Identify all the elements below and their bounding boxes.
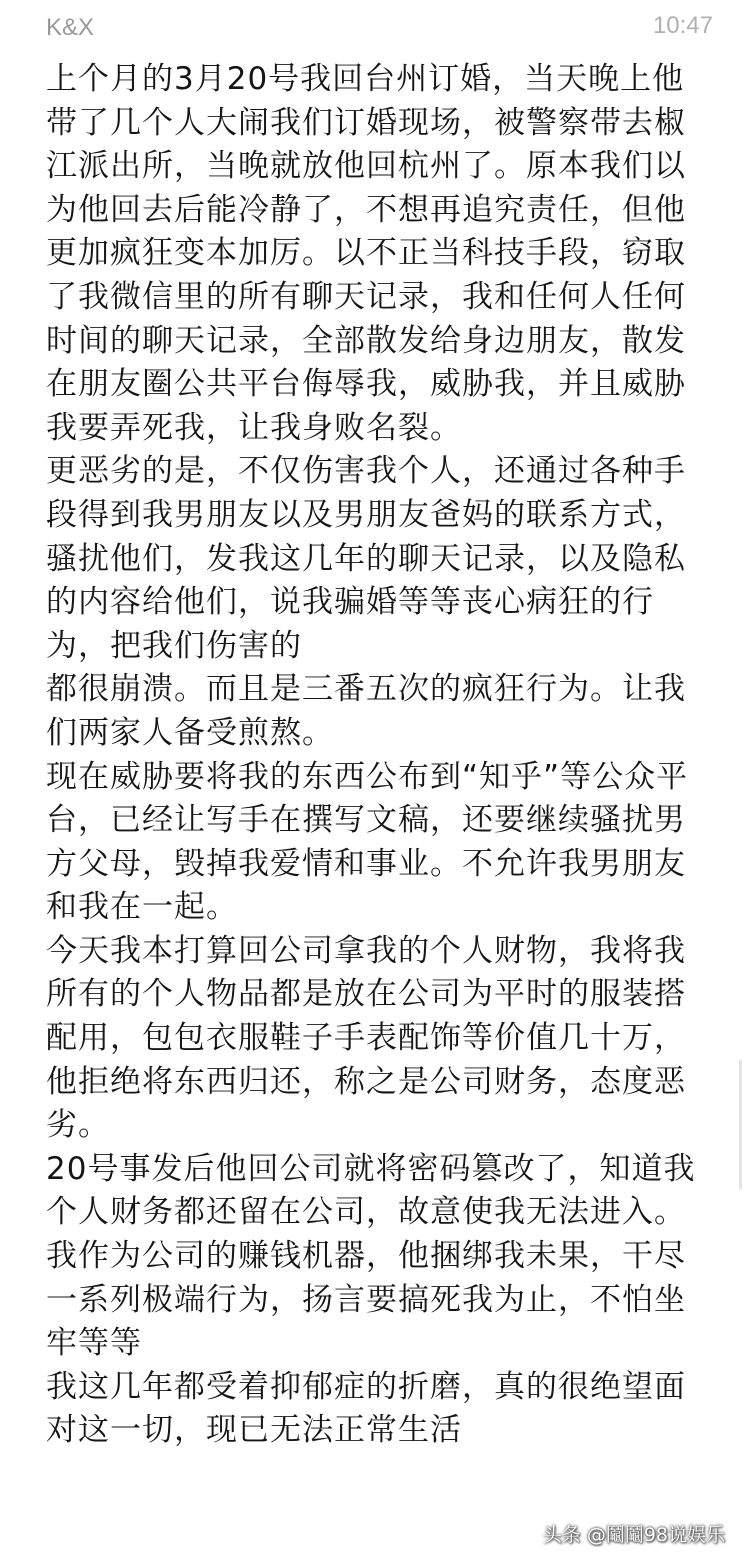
note-line: 了我微信里的所有聊天记录，我和任何人任何 [46,278,686,315]
note-line: 个人财务都还留在公司，故意使我无法进入。 [46,1194,686,1231]
note-line: 对这一切，现已无法正常生活 [46,1412,462,1449]
scrollbar[interactable] [739,1060,742,1190]
note-title: K&X [46,14,95,41]
watermark: 头条 @鬮鬮98说娱乐 [542,1524,725,1546]
note-line: 段得到我男朋友以及男朋友爸妈的联系方式， [46,496,686,533]
note-line: 所有的个人物品都是放在公司为平时的服装搭 [46,976,686,1013]
note-line: 我这几年都受着抑郁症的折磨，真的很绝望面 [46,1368,686,1405]
note-line: 江派出所，当晚就放他回杭州了。原本我们以 [46,148,686,185]
note-line: 们两家人备受煎熬。 [46,714,334,751]
note-line: 方父母，毁掉我爱情和事业。不允许我男朋友 [46,845,686,882]
note-line: 的内容给他们，说我骗婚等等丧心病狂的行 [46,584,654,621]
note-line: 更加疯狂变本加厉。以不正当科技手段，窃取 [46,235,686,272]
note-line: 今天我本打算回公司拿我的个人财物，我将我 [46,932,686,969]
note-line: 劣。 [46,1107,110,1144]
note-line: 我要弄死我，让我身败名裂。 [46,409,462,446]
note-line: 一系列极端行为，扬言要搞死我为止，不怕坐 [46,1281,686,1318]
note-line: 他拒绝将东西归还，称之是公司财务，态度恶 [46,1063,686,1100]
note-line: 20号事发后他回公司就将密码篡改了，知道我 [46,1150,696,1187]
note-line: 牢等等 [46,1325,142,1362]
note-line: 台，已经让写手在撰写文稿，还要继续骚扰男 [46,802,686,839]
status-time: 10:47 [652,12,713,39]
note-body[interactable] [46,58,714,1453]
note-line: 在朋友圈公共平台侮辱我，威胁我，并且威胁 [46,366,686,403]
note-line: 为他回去后能冷静了，不想再追究责任，但他 [46,191,686,228]
note-line: 现在威胁要将我的东西公布到“知乎”等公众平 [46,758,689,795]
note-line: 更恶劣的是，不仅伤害我个人，还通过各种手 [46,453,686,490]
note-line: 骚扰他们，发我这几年的聊天记录，以及隐私 [46,540,686,577]
note-line: 为，把我们伤害的 [46,627,302,664]
note-line: 和我在一起。 [46,889,238,926]
note-line: 上个月的3月20号我回台州订婚，当天晚上他 [46,61,685,97]
note-line: 我作为公司的赚钱机器，他捆绑我未果，干尽 [46,1238,686,1275]
note-line: 配用，包包衣服鞋子手表配饰等价值几十万， [46,1020,686,1057]
note-line: 带了几个人大闹我们订婚现场，被警察带去椒 [46,104,686,141]
note-line: 时间的聊天记录，全部散发给身边朋友，散发 [46,322,686,359]
note-header [0,0,745,52]
note-line: 都很崩溃。而且是三番五次的疯狂行为。让我 [46,671,686,708]
